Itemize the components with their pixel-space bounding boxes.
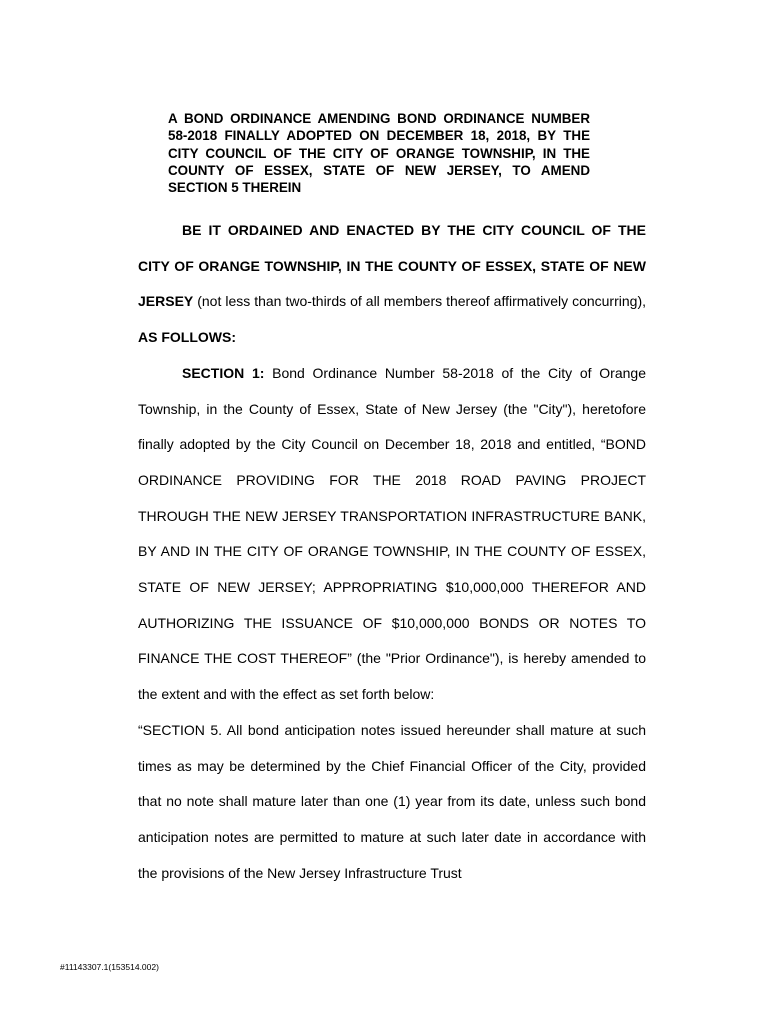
ordinance-body	[138, 213, 646, 891]
enacting-clause-bold-tail: AS FOLLOWS:	[138, 329, 236, 346]
section-1-text: Bond Ordinance Number 58-2018 of the City of Orange Township, in the County of Essex, State of New Jersey (the "City"), heretofore finally adopted by the City Council on December 18, 2018 and entitled, “BOND ORDINANCE PROVIDING FOR THE 2018 ROAD PAVING PROJECT THROUGH THE NEW JERSEY TRANSPORTATION INFRASTRUCTURE BANK, BY AND IN THE CITY OF ORANGE TOWNSHIP, IN THE COUNTY OF ESSEX, STATE OF NEW JERSEY; APPROPRIATING $10,000,000 THEREFOR AND AUTHORIZING THE ISSUANCE OF $10,000,000 BONDS OR NOTES TO FINANCE THE COST THEREOF” (the "Prior Ordinance"), is hereby amended to the extent and with the effect as set forth below:	[138, 364, 646, 703]
section-1-label: SECTION 1:	[182, 364, 265, 381]
section-5-paragraph: “SECTION 5. All bond anticipation notes issued hereunder shall mature at such times as may be determined by the Chief Financial Officer of the City, provided that no note shall mature later than one (1) year from its date, unless such bond anticipation notes are permitted to mature at such later date in accordance with the provisions of the New Jersey Infrastructure Trust	[138, 721, 646, 881]
section-1-paragraph	[138, 356, 646, 713]
ordinance-title: A BOND ORDINANCE AMENDING BOND ORDINANCE NUMBER 58-2018 FINALLY ADOPTED ON DECEMBER 18, 2018, BY THE CITY COUNCIL OF THE CITY OF ORANGE TOWNSHIP, IN THE COUNTY OF ESSEX, STATE OF NEW JERSEY, TO AMEND SECTION 5 THEREIN	[168, 111, 590, 196]
enacting-clause	[138, 213, 646, 356]
enacting-clause-text: (not less than two-thirds of all members thereof affirmatively concurring),	[193, 293, 646, 310]
document-id-footer: #11143307.1(153514.002)	[60, 962, 159, 972]
enacting-clause-bold-lead: BE IT ORDAINED AND ENACTED BY THE CITY COUNCIL OF THE CITY OF ORANGE TOWNSHIP, IN THE COUNTY OF ESSEX, STATE OF NEW JERSEY	[138, 222, 646, 310]
